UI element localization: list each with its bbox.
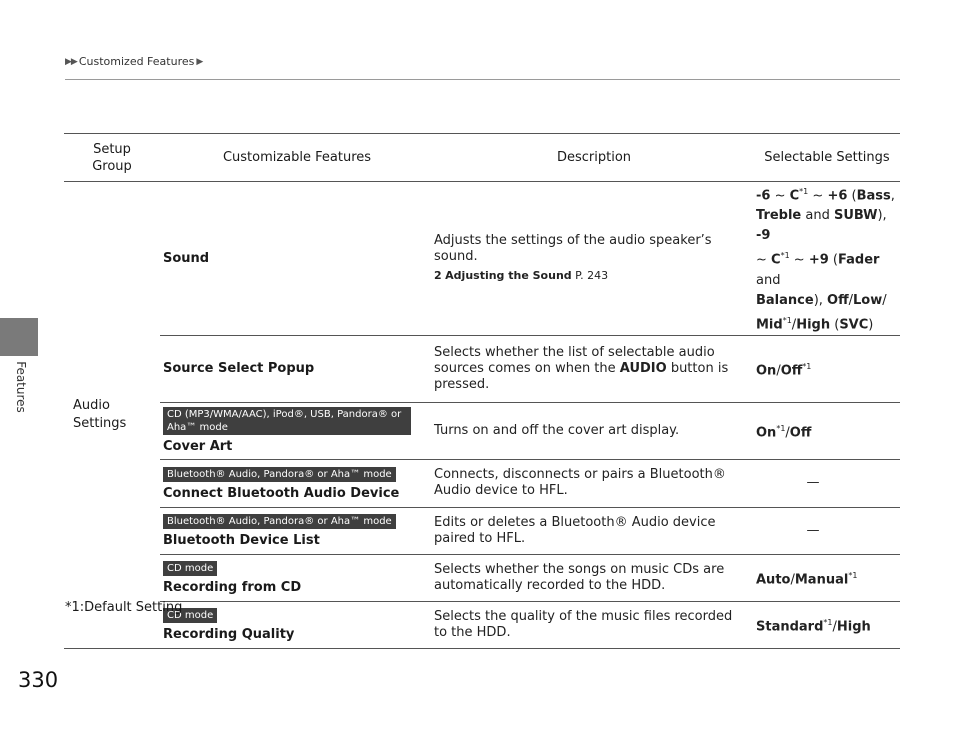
header-customizable-features: Customizable Features (160, 134, 434, 182)
settings-cell: Auto/Manual$^{*1}$ (754, 554, 900, 601)
mode-badge: Bluetooth® Audio, Pandora® or Aha™ mode (163, 467, 396, 482)
settings-cell: On$^{*1}$/Off (754, 402, 900, 459)
footnote: *1:Default Setting (65, 600, 183, 615)
feature-cell: Bluetooth® Audio, Pandora® or Aha™ mode Bluetooth Device List (160, 507, 434, 554)
header-divider (65, 79, 900, 80)
settings-table (64, 133, 900, 649)
description-cell: Selects whether the list of selectable audio sources comes on when the AUDIO button is pressed. (434, 335, 754, 402)
feature-cell: Sound (160, 182, 434, 336)
settings-cell: On/Off$^{*1}$ (754, 335, 900, 402)
breadcrumb (65, 55, 202, 68)
page-number: 330 (18, 668, 59, 692)
table-header-row (64, 134, 900, 182)
table-row (64, 182, 900, 336)
header-selectable-settings: Selectable Settings (754, 134, 900, 182)
settings-cell: — (754, 459, 900, 507)
breadcrumb-arrow-icon: ▶ (196, 56, 203, 67)
feature-cell: CD (MP3/WMA/AAC), iPod®, USB, Pandora® or Aha™ mode Cover Art (160, 402, 434, 459)
settings-cell: Standard$^{*1}$/High (754, 601, 900, 648)
header-setup-group: Setup Group (64, 134, 160, 182)
mode-badge: Bluetooth® Audio, Pandora® or Aha™ mode (163, 514, 396, 529)
settings-cell: — (754, 507, 900, 554)
section-tab-marker (0, 318, 38, 356)
feature-cell: Bluetooth® Audio, Pandora® or Aha™ mode Connect Bluetooth Audio Device (160, 459, 434, 507)
section-tab-label: Features (14, 361, 28, 413)
mode-badge: CD mode (163, 608, 217, 623)
breadcrumb-text[interactable]: Customized Features (78, 55, 195, 68)
table-row (64, 459, 900, 507)
table-row (64, 554, 900, 601)
description-cell: Selects the quality of the music files recorded to the HDD. (434, 601, 754, 648)
mode-badge: CD mode (163, 561, 217, 576)
table-row (64, 402, 900, 459)
description-cell: Edits or deletes a Bluetooth® Audio device paired to HFL. (434, 507, 754, 554)
feature-cell: CD mode Recording Quality (160, 601, 434, 648)
settings-cell: -6 ~ $C^{*1}$ ~ +6 (Bass, Treble and SUBW), -9 ~ $C^{*1}$ ~ +9 (Fader and Balance), Off/Low/ Mid$^{*1}$/High (SVC) (754, 182, 900, 336)
breadcrumb-arrows-icon: ▶▶ (65, 56, 77, 67)
header-description: Description (434, 134, 754, 182)
table-row (64, 601, 900, 648)
table-row (64, 507, 900, 554)
feature-cell: CD mode Recording from CD (160, 554, 434, 601)
description-cell: Connects, disconnects or pairs a Bluetooth® Audio device to HFL. (434, 459, 754, 507)
description-cell: Adjusts the settings of the audio speaker’s sound. 2 Adjusting the Sound P. 243 (434, 182, 754, 336)
setup-group-cell: Audio Settings (64, 182, 160, 649)
mode-badge: CD (MP3/WMA/AAC), iPod®, USB, Pandora® or Aha™ mode (163, 407, 411, 435)
cross-reference-link[interactable]: 2 Adjusting the Sound P. 243 (434, 268, 609, 282)
feature-cell: Source Select Popup (160, 335, 434, 402)
description-cell: Turns on and off the cover art display. (434, 402, 754, 459)
description-cell: Selects whether the songs on music CDs are automatically recorded to the HDD. (434, 554, 754, 601)
reference-arrow-icon: 2 (434, 268, 442, 282)
table-row (64, 335, 900, 402)
